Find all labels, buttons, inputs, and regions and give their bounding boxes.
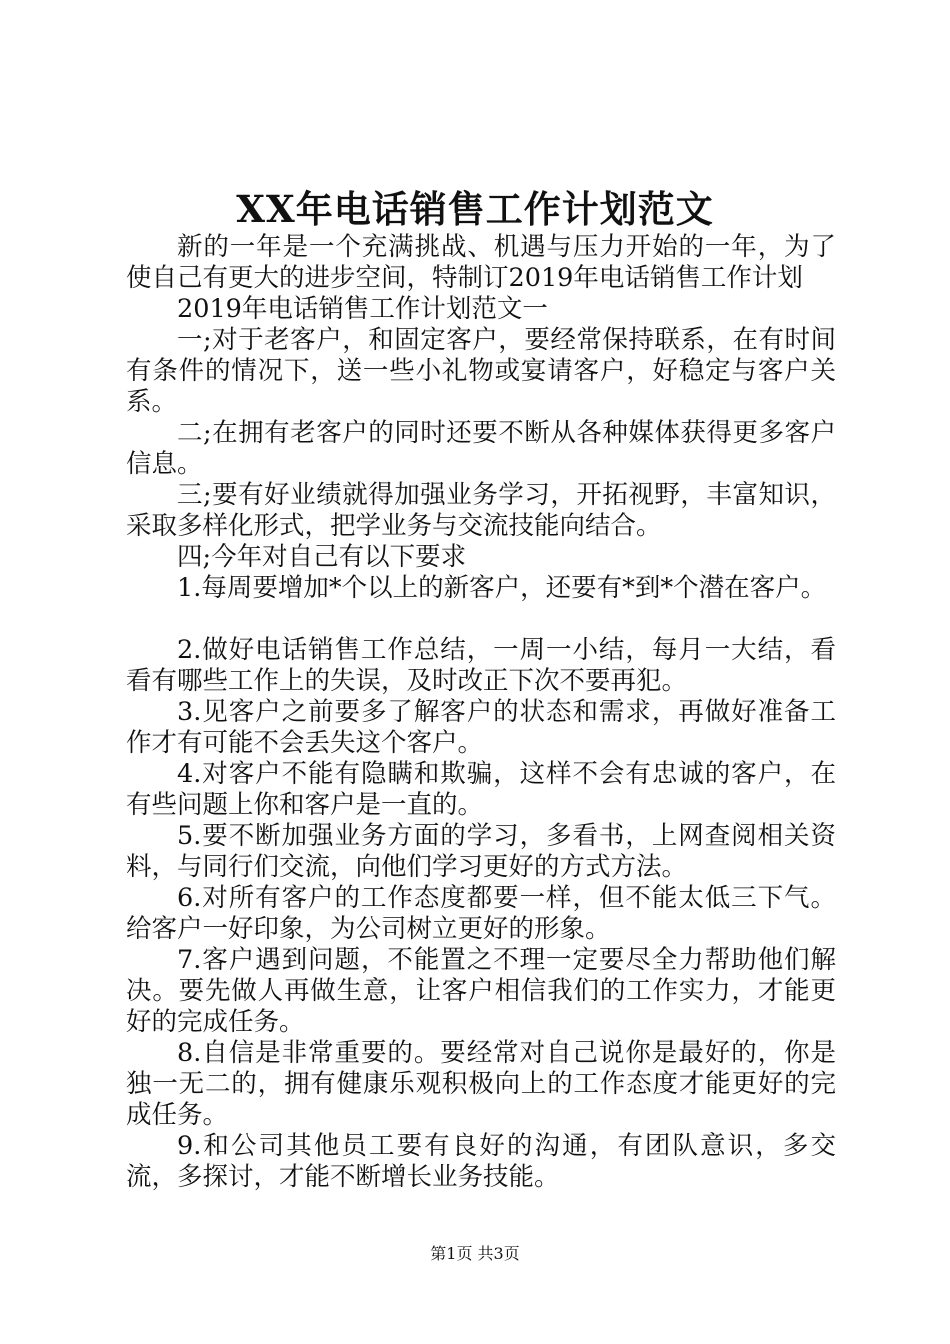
page-number-footer: 第1页 共3页 [430, 1244, 520, 1263]
paragraph-intro: 新的一年是一个充满挑战、机遇与压力开始的一年，为了使自己有更大的进步空间，特制订2019年电话销售工作计划 [126, 232, 836, 293]
requirement-5: 5.要不断加强业务方面的学习，多看书，上网查阅相关资料，与同行们交流，向他们学习更好的方式方法。 [126, 821, 836, 882]
paragraph-item-3: 三;要有好业绩就得加强业务学习，开拓视野，丰富知识，采取多样化形式，把学业务与交流技能向结合。 [126, 480, 836, 541]
requirement-7: 7.客户遇到问题，不能置之不理一定要尽全力帮助他们解决。要先做人再做生意，让客户相信我们的工作实力，才能更好的完成任务。 [126, 945, 836, 1037]
paragraph-item-4: 四;今年对自己有以下要求 [177, 542, 467, 572]
requirement-1: 1.每周要增加*个以上的新客户，还要有*到*个潜在客户。 [177, 573, 827, 603]
paragraph-item-1: 一;对于老客户，和固定客户，要经常保持联系，在有时间有条件的情况下，送一些小礼物或宴请客户，好稳定与客户关系。 [126, 325, 836, 417]
paragraph-subtitle: 2019年电话销售工作计划范文一 [177, 294, 548, 324]
paragraph-item-2: 二;在拥有老客户的同时还要不断从各种媒体获得更多客户信息。 [126, 418, 836, 479]
document-title: XX年电话销售工作计划范文 [236, 187, 714, 231]
requirement-4: 4.对客户不能有隐瞒和欺骗，这样不会有忠诚的客户，在有些问题上你和客户是一直的。 [126, 759, 836, 820]
requirement-3: 3.见客户之前要多了解客户的状态和需求，再做好准备工作才有可能不会丢失这个客户。 [126, 697, 836, 758]
requirement-6: 6.对所有客户的工作态度都要一样，但不能太低三下气。给客户一好印象，为公司树立更好的形象。 [126, 883, 836, 944]
document-body [126, 232, 836, 1193]
requirement-9: 9.和公司其他员工要有良好的沟通，有团队意识，多交流，多探讨，才能不断增长业务技能。 [126, 1131, 836, 1192]
requirement-2: 2.做好电话销售工作总结，一周一小结，每月一大结，看看有哪些工作上的失误，及时改正下次不要再犯。 [126, 635, 836, 696]
requirement-8: 8.自信是非常重要的。要经常对自己说你是最好的，你是独一无二的，拥有健康乐观积极向上的工作态度才能更好的完成任务。 [126, 1038, 836, 1130]
